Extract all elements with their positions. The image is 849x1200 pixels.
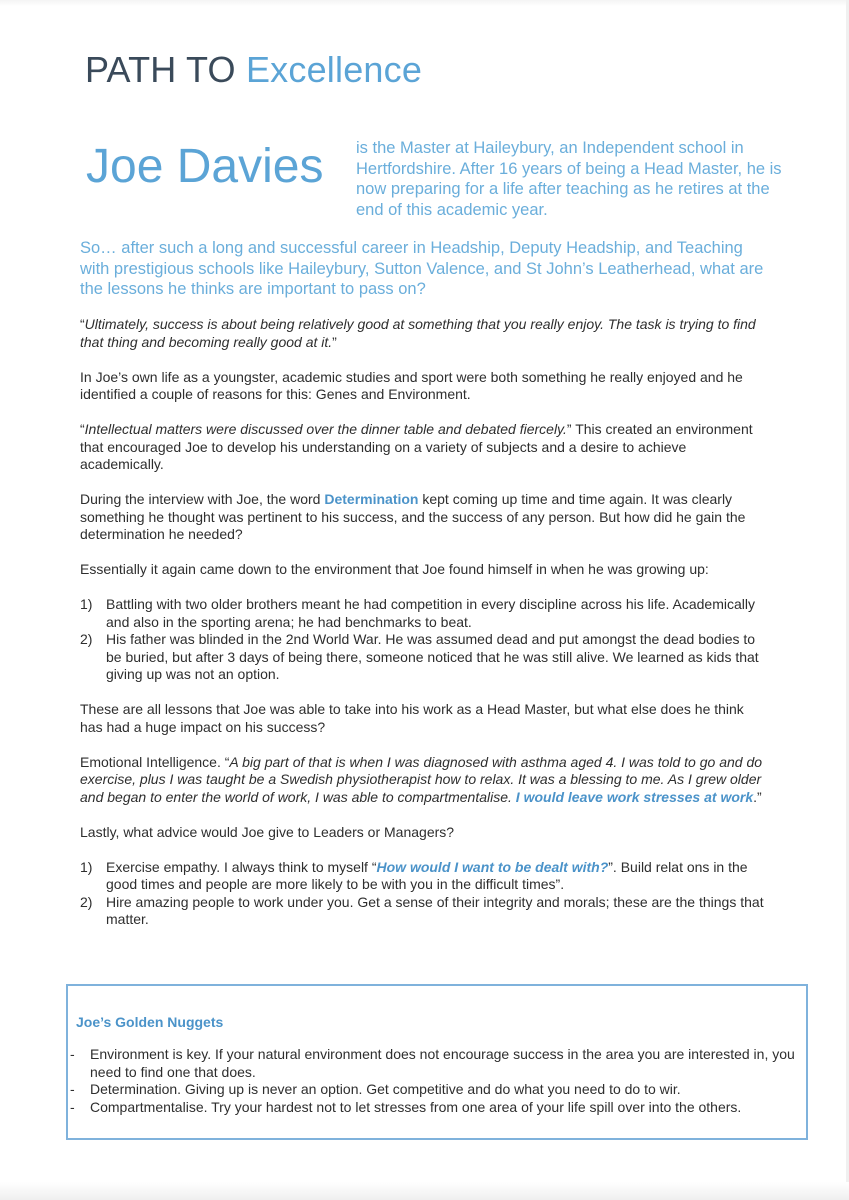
empathy-highlight: How would I want to be dealt with?: [376, 858, 609, 875]
list-item: - Compartmentalise. Try your hardest not to let stresses from one area of your life spill over into the others.: [70, 1098, 742, 1115]
article-body: [80, 316, 770, 946]
paragraph-emotional-intelligence: Emotional Intelligence. “A big part of that is when I was diagnosed with asthma aged 4. I was told to go and do exercise, plus I was taught be a Swedish physiotherapist how to relax. It was a blessing to me. As I grew older and began to enter the world of work, I was able to compartmentalise. I would leave work stresses at work.”: [80, 753, 763, 805]
golden-nuggets-box: [66, 984, 808, 1140]
nuggets-title: Joe’s Golden Nuggets: [76, 1014, 224, 1030]
paragraph-environment: Essentially it again came down to the environment that Joe found himself in when he was growing up:: [80, 561, 709, 577]
work-stress-highlight: I would leave work stresses at work: [515, 788, 754, 805]
quote-success: “Ultimately, success is about being relatively good at something that you really enjoy. The task is trying to find that thing and becoming really good at it.”: [80, 316, 756, 350]
title-lead: PATH TO: [85, 49, 246, 90]
environment-list: [80, 596, 770, 684]
list-item: 2) His father was blinded in the 2nd World War. He was assumed dead and put amongst the dead bodies to be buried, but after 3 days of being there, someone noticed that he was still alive. We learned as kids that giving up was not an option.: [80, 631, 759, 682]
page-title: [85, 49, 423, 90]
list-item: 2) Hire amazing people to work under you. Get a sense of their integrity and morals; these are the things that matter.: [80, 893, 764, 927]
list-item: - Determination. Giving up is never an option. Get competitive and do what you need to do to wir.: [70, 1081, 681, 1097]
list-item: 1) Exercise empathy. I always think to myself “How would I want to be dealt with?”. Build relat ons in the good times and people are more likely to be with you in the difficult times”.: [80, 858, 748, 892]
page-bottom-edge: [0, 1182, 849, 1200]
determination-highlight: Determination: [324, 491, 419, 507]
title-accent: Excellence: [245, 49, 423, 90]
advice-list: [80, 859, 770, 929]
quote-dinner-table: “Intellectual matters were discussed over the dinner table and debated fiercely.” This created an environment that encouraged Joe to develop his understanding on a variety of subjects and a desire to achieve academically.: [80, 421, 753, 472]
page-top-edge: [0, 0, 849, 6]
paragraph-advice-intro: Lastly, what advice would Joe give to Leaders or Managers?: [80, 823, 455, 840]
list-item: 1) Battling with two older brothers meant he had competition in every discipline across his life. Academically and also in the sporting arena; he had benchmarks to beat.: [80, 596, 755, 630]
profile-intro: is the Master at Haileybury, an Independent school in Hertfordshire. After 16 years of being a Head Master, he is now preparing for a life after teaching as he retires at the end of this academic year.: [356, 139, 782, 219]
paragraph-determination: During the interview with Joe, the word Determination kept coming up time and time again. It was clearly something he thought was pertinent to his success, and the success of any person. But how did he gain the determination he needed?: [80, 491, 746, 542]
nuggets-list: [68, 1046, 803, 1116]
list-item: - Environment is key. If your natural environment does not encourage success in the area you are interested in, you need to find one that does.: [70, 1046, 795, 1080]
paragraph-lessons: These are all lessons that Joe was able to take into his work as a Head Master, but what else does he think has had a huge impact on his success?: [80, 701, 744, 735]
lead-question: So… after such a long and successful career in Headship, Deputy Headship, and Teaching with prestigious schools like Haileybury, Sutton Valence, and St John’s Leatherhead, what are the lessons he thinks are important to pass on?: [80, 239, 764, 298]
profile-name: Joe Davies: [86, 140, 324, 193]
paragraph-genes: In Joe’s own life as a youngster, academic studies and sport were both something he really enjoyed and he identified a couple of reasons for this: Genes and Environment.: [80, 368, 743, 402]
